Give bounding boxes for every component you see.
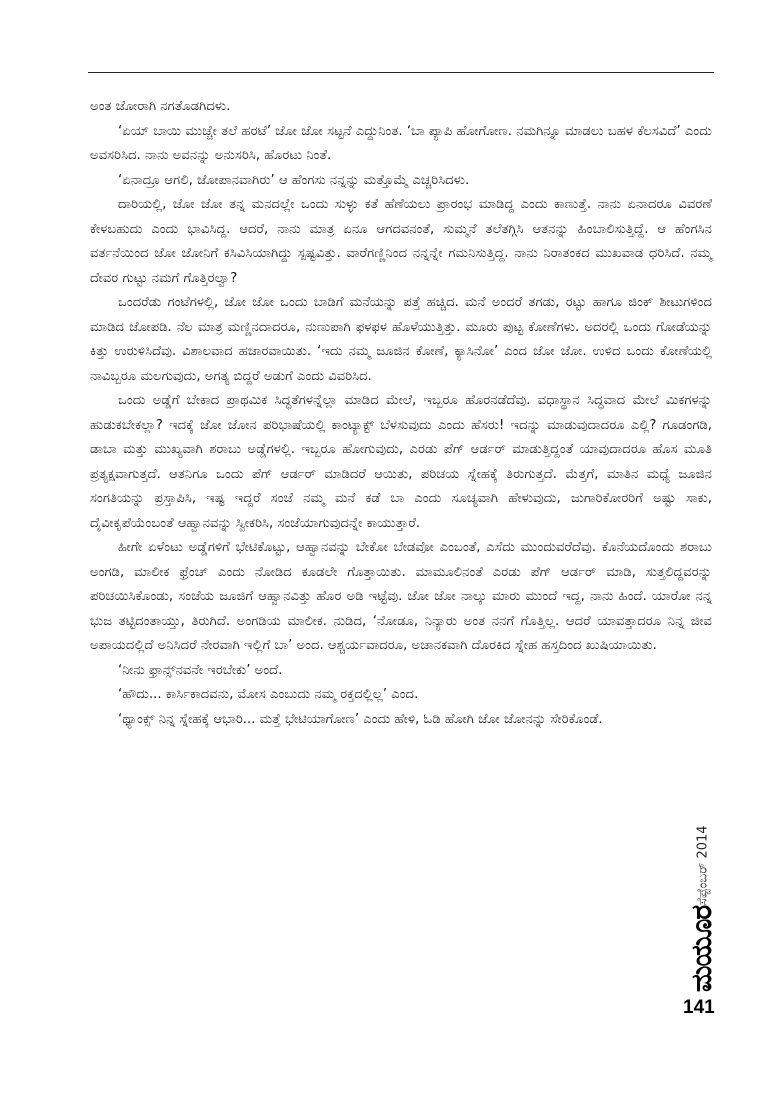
header-rule (88, 72, 714, 73)
magazine-logo-text: ಮಯೂರ (685, 905, 719, 993)
issue-date-text: ಸೆಪ್ಟೆಂಬರ್ 2014 (695, 824, 711, 906)
paragraph: ‘ಏನಾದ್ರೂ ಆಗಲಿ, ಜೋಪಾನವಾಗಿರು’ ಆ ಹೆಂಗಸು ನನ್ನನ್ನು ಮತ್ತೊಮ್ಮೆ ಎಚ್ಚರಿಸಿದಳು. (118, 172, 470, 188)
paragraph: ಒಂದರೆಡು ಗಂಟೆಗಳಲ್ಲಿ, ಜೋ ಜೋ ಒಂದು ಬಾಡಿಗೆ ಮನೆಯನ್ನು ಪತ್ತೆ ಹಚ್ಚಿದ. ಮನೆ ಅಂದರೆ ತಗಡು, ರಟ್ಟು ಹಾಗೂ ಜಿಂಕ್ ಶೀಟುಗಳಿಂದ ಮಾಡಿದ ಜೋಪಡಿ. ನೆಲ ಮಾತ್ರ ಮಣ್ಣಿನದಾದರೂ, ನುಣುಪಾಗಿ ಫಳಫಳ ಹೊಳೆಯುತ್ತಿತ್ತು. ಮೂರು ಪುಟ್ಟ ಕೋಣೆಗಳು. ಅದರಲ್ಲಿ ಒಂದು ಗೋಡೆಯನ್ನು ಕಿತ್ತು ಉರುಳಿಸಿದೆವು. ವಿಶಾಲವಾದ ಹಜಾರವಾಯಿತು. ‘ಇದು ನಮ್ಮ ಜೂಜಿನ ಕೋಣೆ, ಕ್ಯಾಸಿನೋ’ ಎಂದ ಜೋ ಜೋ. ಉಳಿದ ಒಂದು ಕೋಣೆಯಲ್ಲಿ ನಾವಿಬ್ಬರೂ ಮಲಗುವುದು, ಅಗತ್ಯ ಬಿದ್ದರೆ ಅಡುಗೆ ಎಂದು ವಿವರಿಸಿದ. (90, 295, 712, 384)
magazine-sidebar (685, 820, 719, 993)
paragraph: ಒಂದು ಅಡ್ಡೆಗೆ ಬೇಕಾದ ಪ್ರಾಥಮಿಕ ಸಿದ್ಧತೆಗಳನ್ನೆಲ್ಲಾ ಮಾಡಿದ ಮೇಲೆ, ಇಬ್ಬರೂ ಹೊರನಡೆದೆವು. ವಧಾಸ್ಥಾನ ಸಿದ್ಧವಾದ ಮೇಲೆ ಮಿಕಗಳನ್ನು ಹುಡುಕಬೇಕಲ್ಲಾ? ಇದಕ್ಕೆ ಜೋ ಜೋನ ಪರಿಭಾಷೆಯಲ್ಲಿ ಕಾಂಟ್ಯಾಕ್ಟ್ ಬೆಳಸುವುದು ಎಂದು ಹೆಸರು! ಇದನ್ನು ಮಾಡುವುದಾದರೂ ಎಲ್ಲಿ? ಗೂಡಂಗಡಿ, ಡಾಬಾ ಮತ್ತು ಮುಖ್ಯವಾಗಿ ಶರಾಬು ಅಡ್ಡೆಗಳಲ್ಲಿ. ಇಬ್ಬರೂ ಹೋಗುವುದು, ಎರಡು ಪೆಗ್ ಆರ್ಡರ್ ಮಾಡುತ್ತಿದ್ದಂತೆ ಯಾವುದಾದರೂ ಹೊಸ ಮೂತಿ ಪ್ರತ್ಯಕ್ಷವಾಗುತ್ತದೆ. ಆತನಿಗೂ ಒಂದು ಪೆಗ್ ಆರ್ಡರ್ ಮಾಡಿದರೆ ಆಯಿತು, ಪರಿಚಯ ಸ್ನೇಹಕ್ಕೆ ತಿರುಗುತ್ತದೆ. ಮೆತ್ತಗೆ, ಮಾತಿನ ಮಧ್ಯೆ ಜೂಜಿನ ಸಂಗತಿಯನ್ನು ಪ್ರಸ್ತಾಪಿಸಿ, ಇಷ್ಟ ಇದ್ದರೆ ಸಂಜೆ ನಮ್ಮ ಮನೆ ಕಡೆ ಬಾ ಎಂದು ಸೂಚ್ಯವಾಗಿ ಹೇಳುವುದು, ಜುಗಾರಿಕೋರರಿಗೆ ಅಷ್ಟು ಸಾಕು, ದೈವೀಕೃಪೆಯೆಂಬಂತೆ ಆಹ್ವಾನವನ್ನು ಸ್ವೀಕರಿಸಿ, ಸಂಜೆಯಾಗುವುದನ್ನೇ ಕಾಯುತ್ತಾರೆ. (90, 393, 712, 531)
issue-date (688, 820, 718, 910)
paragraph: ‘ಥ್ಯಾಂಕ್ಸ್ ನಿನ್ನ ಸ್ನೇಹಕ್ಕೆ ಆಭಾರಿ... ಮತ್ತೆ ಭೇಟಿಯಾಗೋಣ’ ಎಂದು ಹೇಳಿ, ಓಡಿ ಹೋಗಿ ಜೋ ಜೋನನ್ನು ಸೇರಿಕೊಂಡೆ. (118, 711, 603, 727)
paragraph: ‘ನೀನು ಫ್ರಾನ್ಸ್‌ನವನೇ ಇರಬೇಕು’ ಅಂದೆ. (118, 662, 283, 678)
paragraph: ‘ಏಯ್ ಬಾಯಿ ಮುಚ್ಚೇ ತಲೆ ಹರಟೆ’ ಜೋ ಜೋ ಸಟ್ಟನೆ ಎದ್ದುನಿಂತ. ‘ಬಾ ಪ್ಯಾಪಿ ಹೋಗೋಣ. ನಮಗಿನ್ನೂ ಮಾಡಲು ಬಹಳ ಕೆಲಸವಿದೆ’ ಎಂದು ಅವಸರಿಸಿದ. ನಾನು ಅವನನ್ನು ಅನುಸರಿಸಿ, ಹೊರಟು ನಿಂತೆ. (90, 123, 712, 163)
page-number: 141 (683, 997, 715, 1018)
paragraph: ‘ಹೌದು... ಕಾರ್ಸಿಕಾದವನು, ಮೋಸ ಎಂಬುದು ನಮ್ಮ ರಕ್ತದಲ್ಲಿಲ್ಲ’ ಎಂದ. (118, 687, 419, 702)
magazine-logo (685, 905, 719, 993)
paragraph: ಹೀಗೇ ಏಳೆಂಟು ಅಡ್ಡೆಗಳಿಗೆ ಭೇಟಿಕೊಟ್ಟು, ಆಹ್ವಾನವನ್ನು ಬೇಕೋ ಬೇಡವೋ ಎಂಬಂತೆ, ಎಸೆದು ಮುಂದುವರೆದೆವು. ಕೊನೆಯದೊಂದು ಶರಾಬು ಅಂಗಡಿ, ಮಾಲೀಕ ಫ್ರೆಂಚ್ ಎಂದು ನೋಡಿದ ಕೂಡಲೇ ಗೊತ್ತಾಯಿತು. ಮಾಮೂಲಿನಂತೆ ಎರಡು ಪೆಗ್ ಆರ್ಡರ್ ಮಾಡಿ, ಸುತ್ತಲಿದ್ದವರನ್ನು ಪರಿಚಯಿಸಿಕೊಂಡು, ಸಂಜೆಯ ಜೂಜಿಗೆ ಆಹ್ವಾನವಿತ್ತು ಹೊರ ಅಡಿ ಇಟ್ಟೆವು. ಜೋ ಜೋ ನಾಲ್ಕು ಮಾರು ಮುಂದೆ ಇದ್ದ, ನಾನು ಹಿಂದೆ. ಯಾರೋ ನನ್ನ ಭುಜ ತಟ್ಟಿದಂತಾಯ್ತು, ತಿರುಗಿದೆ. ಅಂಗಡಿಯ ಮಾಲೀಕ. ನುಡಿದ, ‘ನೋಡೂ, ನಿನ್ಯಾರು ಅಂತ ನನಗೆ ಗೊತ್ತಿಲ್ಲ. ಆದರೆ ಯಾವತ್ತಾದರೂ ನಿನ್ನ ಜೀವ ಅಪಾಯದಲ್ಲಿದೆ ಅನಿಸಿದರೆ ನೇರವಾಗಿ ಇಲ್ಲಿಗೆ ಬಾ’ ಅಂದ. ಆಶ್ಚರ್ಯವಾದರೂ, ಅಚಾನಕವಾಗಿ ದೊರಕಿದ ಸ್ನೇಹ ಹಸ್ತದಿಂದ ಖುಷಿಯಾಯಿತು. (90, 540, 712, 653)
article-body (90, 95, 712, 732)
paragraph: ಅಂತ ಜೋರಾಗಿ ನಗತೊಡಗಿದಳು. (90, 99, 231, 114)
paragraph: ದಾರಿಯಲ್ಲಿ, ಜೋ ಜೋ ತನ್ನ ಮನದಲ್ಲೇ ಒಂದು ಸುಳ್ಳು ಕತೆ ಹೆಣೆಯಲು ಪ್ರಾರಂಭ ಮಾಡಿದ್ದ ಎಂದು ಕಾಣುತ್ತೆ. ನಾನು ಏನಾದರೂ ವಿವರಣೆ ಕೇಳಬಹುದು ಎಂದು ಭಾವಿಸಿದ್ದ. ಆದರೆ, ನಾನು ಮಾತ್ರ ಏನೂ ಆಗದವನಂತೆ, ಸುಮ್ಮನೆ ತಲೆತಗ್ಗಿಸಿ ಆತನನ್ನು ಹಿಂಬಾಲಿಸುತ್ತಿದ್ದೆ. ಆ ಹೆಂಗಸಿನ ವರ್ತನೆಯಿಂದ ಜೋ ಜೋನಿಗೆ ಕಸಿವಿಸಿಯಾಗಿದ್ದು ಸ್ಪಷ್ಟವಿತ್ತು. ವಾರೆಗಣ್ಣಿನಿಂದ ನನ್ನನ್ನೇ ಗಮನಿಸುತ್ತಿದ್ದ. ನಾನು ನಿರಾತಂಕದ ಮುಖವಾಡ ಧರಿಸಿದೆ. ನಮ್ಮ ದೇವರ ಗುಟ್ಟು ನಮಗೆ ಗೊತ್ತಿರಲ್ವಾ? (90, 197, 712, 286)
